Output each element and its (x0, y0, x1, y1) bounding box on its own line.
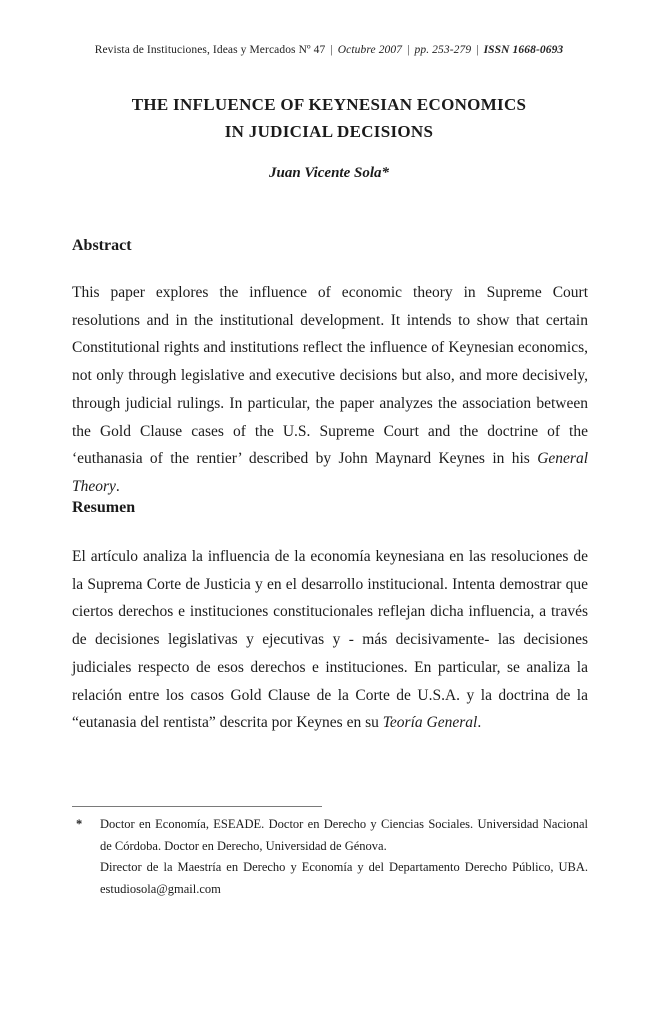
footnote (72, 806, 588, 900)
footnote-marker: * (76, 817, 83, 831)
footnote-divider (72, 806, 322, 807)
header-separator-1: | (330, 44, 333, 56)
journal-name-issue: Revista de Instituciones, Ideas y Mercados Nº 47 (94, 44, 326, 56)
title-line-1: THE INFLUENCE OF KEYNESIAN ECONOMICS (131, 95, 527, 114)
author-name: Juan Vicente Sola* (268, 165, 390, 181)
header-separator-2: | (407, 44, 410, 56)
resumen-text: El artículo analiza la influencia de la economía keynesiana en las resoluciones de la Suprema Corte de Justicia y en el desarrollo institucional. Intenta demostrar que ciertos derechos e instituciones constitucionales reflejan dicha influencia, a través de decisiones legislativas y ejecutivas y - más decisivamente- las decisiones judiciales respecto de esos derechos e instituciones. En particular, se analiza la relación entre los casos Gold Clause de la Corte de U.S.A. y la doctrina de la “eutanasia del rentista” descrita por Keynes en su (72, 548, 588, 732)
header-separator-3: | (476, 44, 479, 56)
footnote-paragraph-2-text: Director de la Maestría en Derecho y Economía y del Departamento Derecho Público, UBA. (100, 860, 588, 874)
footnote-paragraph-2 (100, 857, 588, 900)
footnote-email: estudiosola@gmail.com (100, 881, 221, 896)
abstract-text-end: . (115, 477, 120, 495)
resumen-body (72, 543, 588, 737)
resumen-cited-work: Teoría General (382, 714, 478, 732)
footnote-text (100, 814, 588, 900)
journal-page-range: pp. 253-279 (414, 44, 472, 56)
abstract-heading: Abstract (72, 237, 132, 254)
abstract-cited-work: General Theory (72, 450, 588, 495)
footnote-row (72, 814, 588, 900)
footnote-paragraph-1: Doctor en Economía, ESEADE. Doctor en Derecho y Ciencias Sociales. Universidad Nacional de Córdoba. Doctor en Derecho, Universidad de Génova. (100, 817, 588, 853)
abstract-body (72, 279, 588, 501)
journal-date: Octubre 2007 (337, 44, 403, 56)
resumen-text-end: . (477, 714, 482, 732)
resumen-heading: Resumen (72, 499, 136, 516)
paper-title (0, 91, 658, 145)
journal-issn: ISSN 1668-0693 (483, 44, 564, 56)
journal-header (0, 44, 658, 56)
abstract-text: This paper explores the influence of economic theory in Supreme Court resolutions and in the institutional development. It intends to show that certain Constitutional rights and institutions reflect the influence of Keynesian economics, not only through legislative and executive decisions but also, and more decisively, through judicial rulings. In particular, the paper analyzes the association between the Gold Clause cases of the U.S. Supreme Court and the doctrine of the ‘euthanasia of the rentier’ described by John Maynard Keynes in his (72, 284, 588, 468)
title-line-2: IN JUDICIAL DECISIONS (224, 122, 434, 141)
